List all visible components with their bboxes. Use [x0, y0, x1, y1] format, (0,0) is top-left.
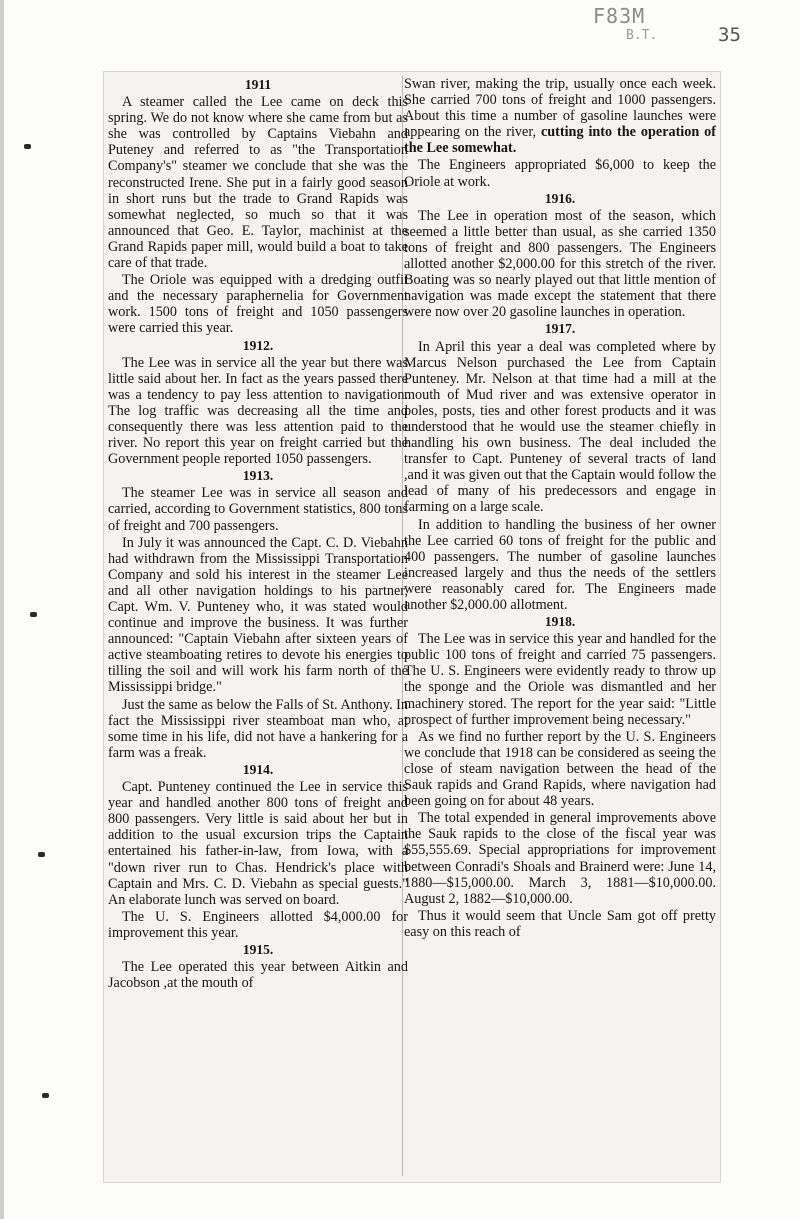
paragraph-text: The Lee was in service this year and handled for the public 100 tons of freight and carried 75 passengers. The U. S. Engineers were evidently ready to throw up the sponge and the Oriole was dismantled and her machinery stored. The report for the year said: "Little prospect of further improvement being necessary."	[404, 631, 716, 728]
paragraph-text: The Oriole was equipped with a dredging outfit and the necessary paraphernelia for Government work. 1500 tons of freight and 1050 passengers were carried this year.	[108, 272, 408, 337]
paragraph-text: In April this year a deal was completed where by Marcus Nelson purchased the Lee from Captain Punteney. Mr. Nelson at that time had a mill at the mouth of Mud river and was extensive operator in poles, posts, ties and other forest products and it was understood that he would use the steamer chiefly in handling his own business. The deal included the transfer to Capt. Punteney of several tracts of land ,and it was given out that the Captain would follow the lead of many of his predecessors and engage in farming on a large scale.	[404, 338, 716, 516]
paragraph-text: The U. S. Engineers allotted $4,000.00 for improvement this year.	[108, 908, 408, 941]
article-paragraph	[108, 779, 408, 908]
paragraph-text: The Lee was in service all the year but there was little said about her. In fact as the years passed there was a tendency to pay less attention to navigation. The log traffic was decreasing all the time and consequently there was less attention paid to the river. No report this year on freight carried but the Government people reported 1050 passengers.	[108, 354, 408, 468]
year-heading: 1916.	[544, 190, 576, 206]
paragraph-text: The total expended in general improvements above the Sauk rapids to the close of the fiscal year was $55,555.69. Special appropriations for improvement between Conradi's Shoals and Brainerd were: June 14, 1880—$15,000.00. March 3, 1881—$10,000.00. August 2, 1882—$10,000.00.	[404, 810, 716, 907]
page-number: 35	[718, 24, 741, 46]
paragraph-text: The Lee operated this year between Aitkin and Jacobson ,at the mouth of	[108, 959, 408, 992]
paragraph-text: A steamer called the Lee came on deck this spring. We do not know where she came from but as she was controlled by Captains Viebahn and Puteney and referred to as "the Transportation Company's" steamer we conclude that she was the reconstructed Irene. She put in a fairly good season in short runs but the trade to Grand Rapids was somewhat neglected, so much so that it was announced that Geo. E. Taylor, machinist at the Grand Rapids paper mill, would build a boat to take care of that trade.	[108, 94, 408, 272]
scan-edge-shadow	[0, 0, 4, 1219]
article-paragraph	[404, 157, 716, 189]
article-paragraph	[108, 535, 408, 696]
left-column	[108, 76, 408, 1176]
article-paragraph	[108, 94, 408, 271]
paragraph-text: Thus it would seem that Uncle Sam got off pretty easy on this reach of	[404, 907, 716, 940]
article-paragraph	[404, 908, 716, 940]
article-paragraph	[404, 339, 716, 516]
punch-hole-mark-icon	[24, 144, 31, 149]
article-paragraph	[404, 76, 716, 156]
paragraph-text: Capt. Punteney continued the Lee in service this year and handled another 800 tons of freight and 800 passengers. Very little is said about her but in addition to the usual excursion trips the Captain entertained his father-in-law, from Iowa, with a "down river run to Chas. Hendrick's place with Captain and Mrs. C. D. Viebahn as special guests." An elaborate lunch was served on board.	[108, 779, 408, 908]
archive-mark: F83M	[593, 4, 646, 28]
paragraph-text: The Lee in operation most of the season, which seemed a little better than usual, as she carried 1350 tons of freight and 800 passengers. The Engineers allotted another $2,000.00 for this stretch of the river. Boating was so nearly played out that little mention of navigation was made except the statement that there were now over 20 gasoline launches in operation.	[404, 207, 716, 321]
article-paragraph	[404, 631, 716, 728]
paragraph-text: Swan river, making the trip, usually once each week. She carried 700 tons of freight and 1000 passengers. About this time a number of gasoline launches were appearing on the river,	[404, 76, 716, 141]
archive-sub-mark: B.T.	[626, 28, 658, 43]
article-paragraph	[108, 272, 408, 336]
punch-hole-mark-icon	[42, 1093, 49, 1098]
article-paragraph	[108, 959, 408, 991]
paragraph-text: The Engineers appropriated $6,000 to keep the Oriole at work.	[404, 157, 716, 190]
year-heading: 1913.	[242, 468, 274, 484]
bold-text-run: cutting into the operation of the Lee somewhat.	[404, 124, 716, 157]
article-paragraph	[108, 697, 408, 761]
year-heading: 1917.	[544, 321, 576, 337]
year-heading: 1914.	[242, 761, 274, 777]
paragraph-text: In July it was announced the Capt. C. D. Viebahn had withdrawn from the Mississippi Transportation Company and sold his interest in the steamer Lee and all other navigation holdings to his partner, Capt. Wm. V. Punteney who, it was stated would continue and improve the business. It was further announced: "Captain Viebahn after sixteen years of active steamboating retires to devote his energies to tilling the soil and will work his farm north of the Mississippi bridge."	[108, 534, 408, 696]
paragraph-text: The steamer Lee was in service all season and carried, according to Government statistics, 800 tons of freight and 700 passengers.	[108, 485, 408, 534]
article-paragraph	[108, 485, 408, 533]
year-heading: 1912.	[242, 337, 274, 353]
article-paragraph	[108, 355, 408, 468]
year-heading: 1918.	[544, 614, 576, 630]
paragraph-text: Just the same as below the Falls of St. Anthony. In fact the Mississippi river steamboat man who, at some time in his life, did not have a hankering for a farm was a freak.	[108, 696, 408, 761]
punch-hole-mark-icon	[38, 852, 45, 857]
article-paragraph	[404, 729, 716, 809]
punch-hole-mark-icon	[30, 612, 37, 617]
right-column	[404, 76, 716, 1178]
year-heading: 1915.	[242, 941, 274, 957]
paragraph-text: In addition to handling the business of her owner the Lee carried 60 tons of freight for the public and 400 passengers. The number of gasoline launches increased largely and thus the needs of the settlers were reasonably cared for. The Engineers made another $2,000.00 allotment.	[404, 516, 716, 613]
article-paragraph	[404, 517, 716, 614]
paragraph-text: As we find no further report by the U. S. Engineers we conclude that 1918 can be considered as seeing the close of steam navigation between the head of the Sauk rapids and Grand Rapids, where navigation had been going on for about 48 years.	[404, 728, 716, 810]
article-paragraph	[404, 810, 716, 907]
article-paragraph	[108, 909, 408, 941]
article-paragraph	[404, 208, 716, 321]
year-heading: 1911	[244, 77, 272, 92]
